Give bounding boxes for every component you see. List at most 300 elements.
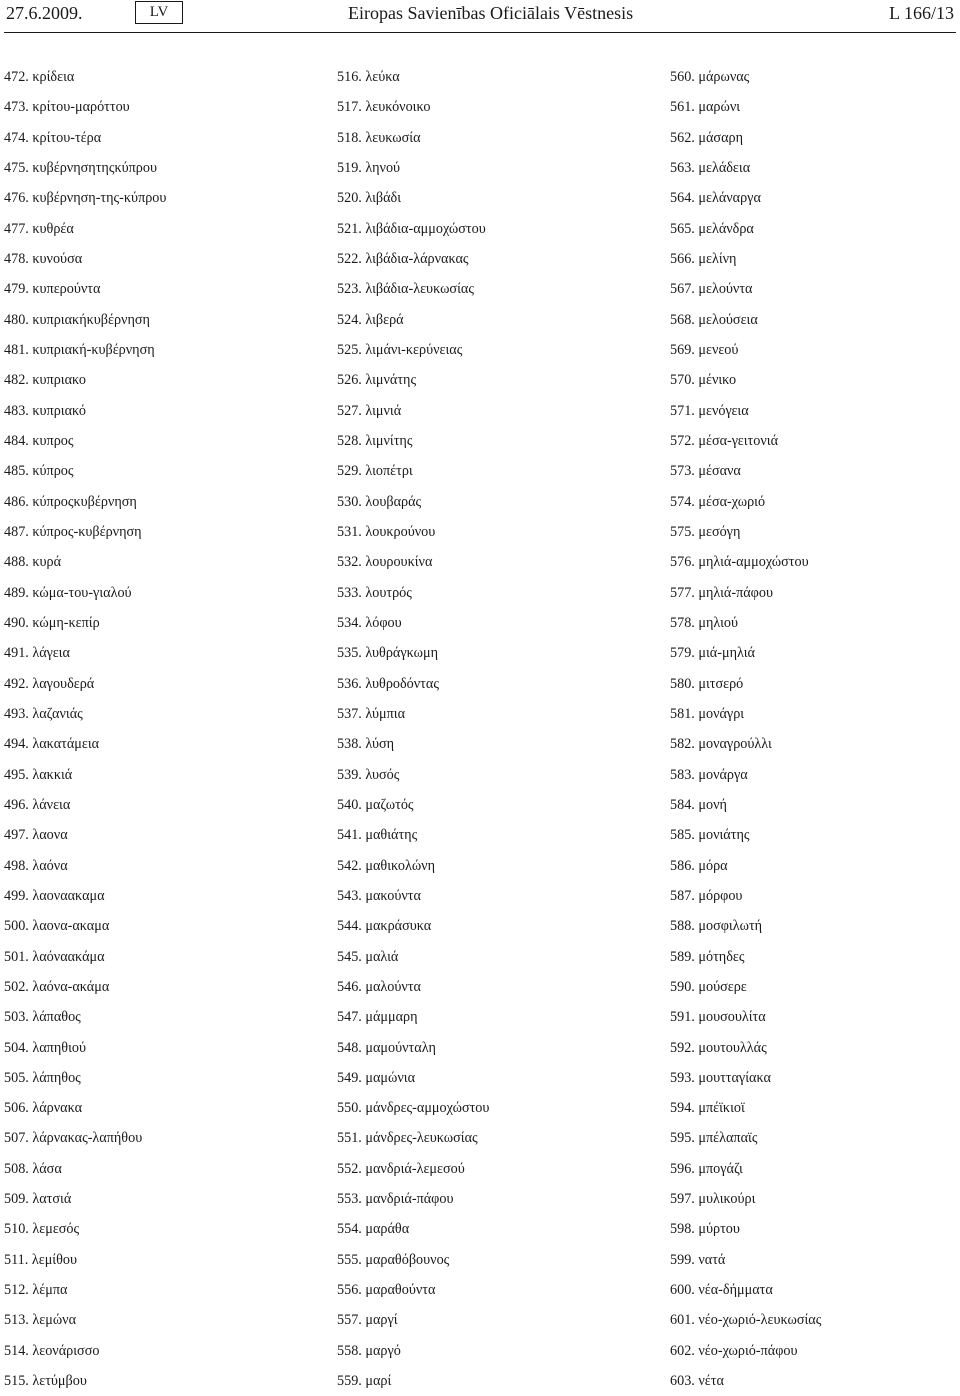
item-number: 581. — [670, 705, 695, 722]
item-name: κυπριακή-κυβέρνηση — [32, 341, 155, 358]
item-number: 503. — [4, 1009, 29, 1026]
item-number: 535. — [337, 645, 362, 662]
item-number: 489. — [4, 584, 29, 601]
item-name: μελάδεια — [698, 159, 751, 176]
item-name: μοσφιλωτή — [698, 918, 763, 935]
list-item — [670, 396, 960, 426]
item-name: μουσουλίτα — [698, 1009, 766, 1026]
item-number: 479. — [4, 281, 29, 298]
item-number: 565. — [670, 220, 695, 237]
list-item — [337, 396, 637, 426]
list-item — [337, 92, 637, 122]
item-name: λάρνακα — [32, 1100, 83, 1117]
list-item — [337, 851, 637, 881]
list-item — [670, 790, 960, 820]
item-name: μελίνη — [698, 250, 737, 267]
item-name: μπογάζι — [698, 1160, 743, 1177]
item-name: λαονα — [32, 827, 68, 844]
item-name: λάπαθος — [32, 1009, 81, 1026]
item-name: μαρί — [365, 1373, 392, 1390]
list-item — [337, 365, 637, 395]
item-number: 518. — [337, 129, 362, 146]
list-item — [670, 123, 960, 153]
item-name: κυβέρνηση-της-κύπρου — [32, 190, 167, 207]
item-number: 587. — [670, 887, 695, 904]
list-item — [4, 942, 304, 972]
item-number: 598. — [670, 1221, 695, 1238]
item-name: κυπριακήκυβέρνηση — [32, 311, 150, 328]
list-item — [337, 1275, 637, 1305]
item-number: 504. — [4, 1039, 29, 1056]
item-number: 554. — [337, 1221, 362, 1238]
list-item — [337, 1063, 637, 1093]
list-item — [670, 578, 960, 608]
item-name: μαζωτός — [365, 796, 414, 813]
item-name: μενόγεια — [698, 402, 749, 419]
item-name: λαόνα — [32, 857, 68, 874]
language-code-box: LV — [135, 1, 183, 24]
item-number: 525. — [337, 341, 362, 358]
list-item — [670, 183, 960, 213]
item-name: λευκωσία — [365, 129, 421, 146]
list-item — [4, 790, 304, 820]
item-number: 493. — [4, 705, 29, 722]
item-name: μότηδες — [698, 948, 745, 965]
item-number: 552. — [337, 1160, 362, 1177]
list-item — [4, 1033, 304, 1063]
list-item — [670, 1305, 960, 1335]
list-item — [337, 274, 637, 304]
item-name: μιά-μηλιά — [698, 645, 755, 662]
item-number: 549. — [337, 1069, 362, 1086]
list-item — [4, 578, 304, 608]
item-number: 522. — [337, 250, 362, 267]
item-name: μέσα-γειτονιά — [698, 432, 779, 449]
item-number: 572. — [670, 432, 695, 449]
item-name: κώμη-κεπίρ — [32, 614, 100, 631]
list-item — [337, 547, 637, 577]
list-item — [670, 1093, 960, 1123]
item-name: λαπηθιού — [32, 1039, 87, 1056]
list-item — [4, 62, 304, 92]
list-item — [4, 456, 304, 486]
item-name: λαονα-ακαμα — [32, 918, 110, 935]
list-item — [670, 456, 960, 486]
item-name: νέο-χωριό-λευκωσίας — [698, 1312, 822, 1329]
item-name: μενεού — [698, 341, 739, 358]
list-item — [670, 911, 960, 941]
list-item — [337, 942, 637, 972]
item-name: μαραθόβουνος — [365, 1251, 450, 1268]
item-number: 538. — [337, 736, 362, 753]
list-item — [337, 153, 637, 183]
item-number: 561. — [670, 99, 695, 116]
list-item — [4, 1275, 304, 1305]
list-item — [4, 1214, 304, 1244]
item-name: μάνδρες-αμμοχώστου — [365, 1100, 490, 1117]
item-name: μονάγρι — [698, 705, 745, 722]
item-name: νέτα — [698, 1373, 724, 1390]
list-item — [337, 214, 637, 244]
item-number: 590. — [670, 978, 695, 995]
list-item — [4, 881, 304, 911]
item-number: 496. — [4, 796, 29, 813]
list-item — [4, 1093, 304, 1123]
item-number: 568. — [670, 311, 695, 328]
journal-title: Eiropas Savienības Oficiālais Vēstnesis — [348, 3, 634, 23]
list-item — [4, 669, 304, 699]
item-number: 576. — [670, 554, 695, 571]
list-item — [4, 183, 304, 213]
item-name: μαργί — [365, 1312, 398, 1329]
item-number: 584. — [670, 796, 695, 813]
item-name: νέα-δήμματα — [698, 1282, 773, 1299]
list-item — [670, 365, 960, 395]
item-number: 551. — [337, 1130, 362, 1147]
list-item — [4, 487, 304, 517]
item-name: μαθιάτης — [365, 827, 418, 844]
list-item — [4, 214, 304, 244]
item-name: κρίτου-μαρόττου — [32, 99, 130, 116]
list-column-3 — [670, 62, 960, 1396]
item-number: 544. — [337, 918, 362, 935]
list-item — [670, 851, 960, 881]
item-number: 490. — [4, 614, 29, 631]
list-column-2 — [337, 62, 637, 1396]
item-number: 553. — [337, 1191, 362, 1208]
item-number: 550. — [337, 1100, 362, 1117]
item-number: 563. — [670, 159, 695, 176]
item-name: μεσόγη — [698, 523, 741, 540]
item-name: λόφου — [365, 614, 402, 631]
item-number: 526. — [337, 372, 362, 389]
list-item — [4, 1245, 304, 1275]
list-item — [4, 335, 304, 365]
list-item — [337, 638, 637, 668]
item-name: μελάναργα — [698, 190, 761, 207]
list-item — [670, 153, 960, 183]
item-name: λεύκα — [365, 69, 400, 85]
item-number: 482. — [4, 372, 29, 389]
item-name: λαόνα-ακάμα — [32, 978, 110, 995]
list-item — [337, 790, 637, 820]
item-number: 569. — [670, 341, 695, 358]
item-name: μελάνδρα — [698, 220, 754, 237]
item-number: 555. — [337, 1251, 362, 1268]
list-item — [337, 426, 637, 456]
list-item — [337, 1123, 637, 1153]
item-name: λευκόνοικο — [365, 99, 431, 116]
item-name: μαμούνταλη — [365, 1039, 436, 1056]
list-item — [4, 911, 304, 941]
item-number: 529. — [337, 463, 362, 480]
list-item — [337, 699, 637, 729]
item-name: μένικο — [698, 372, 737, 389]
item-name: μακούντα — [365, 887, 421, 904]
item-name: λιμνιά — [365, 402, 402, 419]
item-name: μαλιά — [365, 948, 399, 965]
item-number: 513. — [4, 1312, 29, 1329]
item-number: 534. — [337, 614, 362, 631]
item-number: 579. — [670, 645, 695, 662]
item-number: 546. — [337, 978, 362, 995]
list-item — [4, 1336, 304, 1366]
item-number: 512. — [4, 1282, 29, 1299]
item-number: 483. — [4, 402, 29, 419]
item-name: μούσερε — [698, 978, 747, 995]
item-name: μαράθα — [365, 1221, 410, 1238]
item-number: 507. — [4, 1130, 29, 1147]
item-number: 516. — [337, 69, 362, 85]
item-number: 547. — [337, 1009, 362, 1026]
item-number: 498. — [4, 857, 29, 874]
item-number: 527. — [337, 402, 362, 419]
list-item — [670, 92, 960, 122]
item-number: 595. — [670, 1130, 695, 1147]
item-name: λυθροδόντας — [365, 675, 439, 692]
item-number: 499. — [4, 887, 29, 904]
list-item — [670, 426, 960, 456]
list-item — [4, 851, 304, 881]
item-name: μαργό — [365, 1342, 401, 1359]
item-number: 528. — [337, 432, 362, 449]
list-item — [670, 699, 960, 729]
item-name: μαραθούντα — [365, 1282, 436, 1299]
publication-date: 27.6.2009. — [6, 3, 83, 23]
item-number: 472. — [4, 69, 29, 85]
item-name: μάρωνας — [698, 69, 750, 85]
item-number: 560. — [670, 69, 695, 85]
item-name: κυρά — [32, 554, 62, 571]
item-number: 500. — [4, 918, 29, 935]
list-item — [4, 760, 304, 790]
item-number: 491. — [4, 645, 29, 662]
item-number: 501. — [4, 948, 29, 965]
item-number: 573. — [670, 463, 695, 480]
item-name: μάνδρες-λευκωσίας — [365, 1130, 478, 1147]
item-name: λιβερά — [365, 311, 404, 328]
list-item — [337, 1184, 637, 1214]
item-number: 545. — [337, 948, 362, 965]
item-number: 532. — [337, 554, 362, 571]
item-name: λάσα — [32, 1160, 62, 1177]
item-number: 473. — [4, 99, 29, 116]
item-number: 596. — [670, 1160, 695, 1177]
item-name: λουτρός — [365, 584, 412, 601]
item-number: 594. — [670, 1100, 695, 1117]
page-reference: L 166/13 — [889, 3, 954, 23]
item-number: 542. — [337, 857, 362, 874]
list-item — [670, 1214, 960, 1244]
item-number: 474. — [4, 129, 29, 146]
item-number: 524. — [337, 311, 362, 328]
list-item — [337, 456, 637, 486]
item-number: 520. — [337, 190, 362, 207]
item-number: 519. — [337, 159, 362, 176]
item-name: λιβάδι — [365, 190, 402, 207]
item-number: 515. — [4, 1373, 29, 1390]
item-number: 508. — [4, 1160, 29, 1177]
list-item — [4, 1154, 304, 1184]
list-item — [670, 669, 960, 699]
item-number: 601. — [670, 1312, 695, 1329]
item-name: λέμπα — [32, 1282, 68, 1299]
item-name: μελούντα — [698, 281, 753, 298]
item-name: λιμνίτης — [365, 432, 413, 449]
item-name: λαόναακάμα — [32, 948, 105, 965]
item-number: 588. — [670, 918, 695, 935]
item-name: νέο-χωριό-πάφου — [698, 1342, 798, 1359]
list-item — [337, 1336, 637, 1366]
item-name: μάμμαρη — [365, 1009, 418, 1026]
list-item — [4, 608, 304, 638]
item-number: 502. — [4, 978, 29, 995]
item-number: 557. — [337, 1312, 362, 1329]
item-name: λύμπια — [365, 705, 406, 722]
item-number: 577. — [670, 584, 695, 601]
item-name: κύπρος-κυβέρνηση — [32, 523, 142, 540]
list-item — [670, 1002, 960, 1032]
item-number: 511. — [4, 1251, 29, 1268]
list-item — [337, 123, 637, 153]
item-number: 481. — [4, 341, 29, 358]
list-item — [337, 669, 637, 699]
list-item — [337, 1305, 637, 1335]
list-item — [337, 1154, 637, 1184]
item-number: 492. — [4, 675, 29, 692]
item-number: 559. — [337, 1373, 362, 1390]
item-name: κύπρος — [32, 463, 74, 480]
item-number: 543. — [337, 887, 362, 904]
item-name: λιμνάτης — [365, 372, 417, 389]
item-name: λακατάμεια — [32, 736, 100, 753]
item-name: μουτταγίακα — [698, 1069, 771, 1086]
item-name: λυθράγκωμη — [365, 645, 438, 662]
item-name: μαμώνια — [365, 1069, 416, 1086]
item-number: 488. — [4, 554, 29, 571]
list-item — [670, 1123, 960, 1153]
item-number: 578. — [670, 614, 695, 631]
list-item — [670, 487, 960, 517]
list-item — [337, 183, 637, 213]
list-item — [4, 1002, 304, 1032]
item-number: 567. — [670, 281, 695, 298]
list-item — [670, 820, 960, 850]
item-number: 530. — [337, 493, 362, 510]
item-name: λουκρούνου — [365, 523, 436, 540]
item-number: 480. — [4, 311, 29, 328]
item-name: λεονάρισσο — [32, 1342, 100, 1359]
list-item — [670, 881, 960, 911]
list-item — [4, 1123, 304, 1153]
item-number: 537. — [337, 705, 362, 722]
item-name: μόρα — [698, 857, 728, 874]
list-item — [670, 305, 960, 335]
item-number: 558. — [337, 1342, 362, 1359]
item-number: 585. — [670, 827, 695, 844]
item-number: 476. — [4, 190, 29, 207]
item-name: μηλιά-αμμοχώστου — [698, 554, 809, 571]
item-name: μέσανα — [698, 463, 741, 480]
item-name: μάσαρη — [698, 129, 743, 146]
item-name: μηλιά-πάφου — [698, 584, 773, 601]
item-number: 591. — [670, 1009, 695, 1026]
list-item — [670, 547, 960, 577]
list-item — [4, 365, 304, 395]
list-item — [4, 729, 304, 759]
item-name: μακράσυκα — [365, 918, 432, 935]
item-name: μανδριά-λεμεσού — [365, 1160, 465, 1177]
list-item — [337, 972, 637, 1002]
list-item — [4, 820, 304, 850]
item-number: 514. — [4, 1342, 29, 1359]
item-name: λετύμβου — [32, 1373, 87, 1390]
list-item — [4, 638, 304, 668]
item-number: 599. — [670, 1251, 695, 1268]
item-name: λουρουκίνα — [365, 554, 433, 571]
list-item — [4, 244, 304, 274]
list-item — [670, 335, 960, 365]
item-number: 485. — [4, 463, 29, 480]
list-item — [4, 547, 304, 577]
item-number: 589. — [670, 948, 695, 965]
item-name: μελούσεια — [698, 311, 758, 328]
list-item — [670, 638, 960, 668]
item-name: κρίδεια — [32, 69, 75, 85]
item-number: 592. — [670, 1039, 695, 1056]
item-name: ληνού — [365, 159, 401, 176]
item-name: κυπερούντα — [32, 281, 101, 298]
list-item — [337, 881, 637, 911]
item-name: λιβάδια-λευκωσίας — [365, 281, 474, 298]
item-number: 533. — [337, 584, 362, 601]
list-item — [337, 760, 637, 790]
list-item — [337, 1002, 637, 1032]
item-number: 540. — [337, 796, 362, 813]
item-number: 562. — [670, 129, 695, 146]
list-item — [670, 942, 960, 972]
item-name: νατά — [698, 1251, 726, 1268]
list-item — [4, 1305, 304, 1335]
item-name: λαγουδερά — [32, 675, 95, 692]
list-item — [337, 578, 637, 608]
item-number: 509. — [4, 1191, 29, 1208]
item-number: 566. — [670, 250, 695, 267]
list-item — [4, 92, 304, 122]
item-name: λεμεσός — [32, 1221, 80, 1238]
item-name: λιοπέτρι — [365, 463, 413, 480]
list-item — [4, 305, 304, 335]
item-name: λάπηθος — [32, 1069, 81, 1086]
item-number: 505. — [4, 1069, 29, 1086]
item-name: λαζανιάς — [32, 705, 83, 722]
list-item — [4, 699, 304, 729]
item-name: λιβάδια-λάρνακας — [365, 250, 469, 267]
list-item — [670, 1245, 960, 1275]
item-name: λεμώνα — [32, 1312, 77, 1329]
item-name: κυβέρνησητηςκύπρου — [32, 159, 157, 176]
item-number: 603. — [670, 1373, 695, 1390]
list-item — [670, 1336, 960, 1366]
item-number: 556. — [337, 1282, 362, 1299]
item-number: 531. — [337, 523, 362, 540]
item-name: μηλιού — [698, 614, 739, 631]
item-number: 487. — [4, 523, 29, 540]
item-name: μπέλαπαϊς — [698, 1130, 758, 1147]
list-item — [670, 214, 960, 244]
item-name: μυλικούρι — [698, 1191, 756, 1208]
item-number: 575. — [670, 523, 695, 540]
